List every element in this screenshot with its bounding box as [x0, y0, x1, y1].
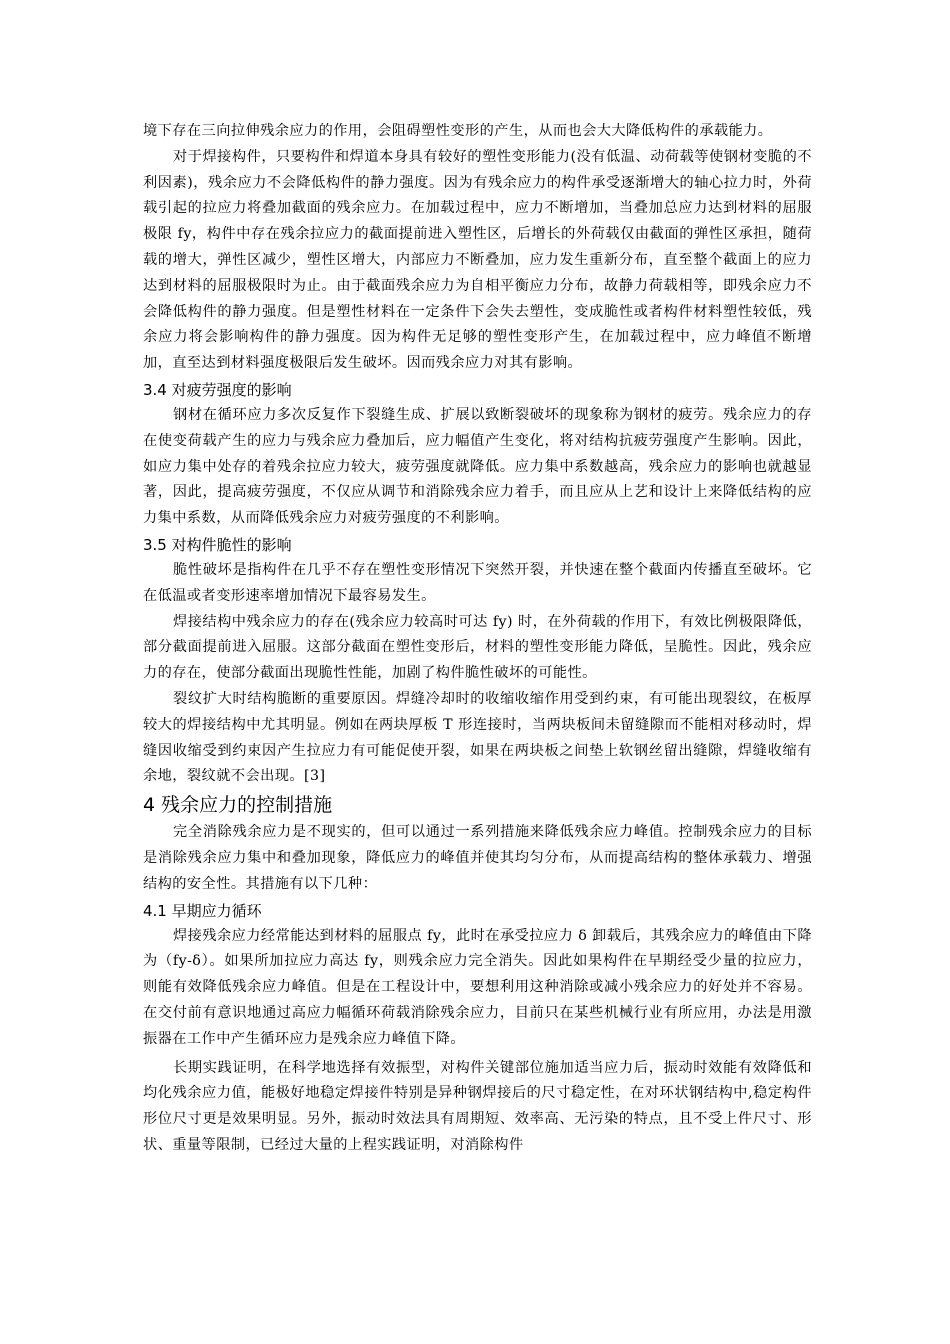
heading-4-1-early-stress-cycle: 4.1 早期应力循环 — [143, 901, 262, 920]
paragraph-fatigue: 钢材在循环应力多次反复作下裂缝生成、扩展以致断裂破坏的现象称为钢材的疲劳。残余应力的存在使变荷载产生的应力与残余应力叠加后，应力幅值产生变化，将对结构抗疲劳强度产生影响。因此，如应力集中处存的着残余拉应力较大，疲劳强度就降低。应力集中系数越高，残余应力的影响也就越显著，因此，提高疲劳强度，不仅应从调节和消除残余应力着手，而且应从上艺和设计上来降低结构的应力集中系数，从而降低残余应力对疲劳强度的不利影响。 — [143, 406, 812, 527]
paragraph-early-stress-cycle: 焊接残余应力经常能达到材料的屈服点 fy，此时在承受拉应力 δ 卸载后，其残余应力的峰值由下降为（fy-δ）。如果所加拉应力高达 fy，则残余应力完全消失。因此如果构件在早期经受少量的拉应力，则能有效降低残余应力峰值。但是在工程设计中，要想利用这种消除或减小残余应力的好处并不容易。在交付前有意识地通过高应力幅循环荷载消除残余应力，目前只在某些机械行业有所应用，办法是用激振器在工作中产生循环应力是残余应力峰值下降。 — [143, 927, 812, 1047]
heading-3-5-brittleness: 3.5 对构件脆性的影响 — [143, 535, 292, 554]
heading-3-4-fatigue-strength: 3.4 对疲劳强度的影响 — [143, 380, 292, 399]
paragraph-vibration-aging: 长期实践证明，在科学地选择有效振型，对构件关键部位施加适当应力后，振动时效能有效降低和均化残余应力值，能极好地稳定焊接件特别是异种钢焊接后的尺寸稳定性，在对环状钢结构中,稳定构件形位尺寸更是效果明显。另外，振动时效法具有周期短、效率高、无污染的特点，且不受上件尺寸、形状、重量等限制，已经过大量的上程实践证明，对消除构件 — [143, 1059, 812, 1153]
paragraph-crack-expansion: 裂纹扩大时结构脆断的重要原因。焊缝冷却时的收缩收缩作用受到约束，有可能出现裂纹，在板厚较大的焊接结构中尤其明显。例如在两块厚板 T 形连接时，当两块板间未留缝隙而不能相对移动时，焊缝因收缩受到约束因产生拉应力有可能促使开裂，如果在两块板之间垫上软钢丝留出缝隙，焊缝收缩有余地，裂纹就不会出现。[3] — [143, 690, 812, 785]
heading-4-control-measures: 4 残余应力的控制措施 — [143, 794, 333, 817]
paragraph-brittle-failure: 脆性破坏是指构件在几乎不存在塑性变形情况下突然开裂，并快速在整个截面内传播直至破坏。它在低温或者变形速率增加情况下最容易发生。 — [143, 561, 812, 604]
paragraph-static-strength: 对于焊接构件，只要构件和焊道本身具有较好的塑性变形能力(没有低温、动荷载等使钢材变脆的不利因素)，残余应力不会降低构件的静力强度。因为有残余应力的构件承受逐渐增大的轴心拉力时，外荷载引起的拉应力将叠加截面的残余应力。在加载过程中，应力不断增加，当叠加总应力达到材料的屈服极限 fy，构件中存在残余拉应力的截面提前进入塑性区，后增长的外荷载仅由截面的弹性区承担，随荷载的增大，弹性区减少，塑性区增大，内部应力不断叠加，应力发生重新分布，直至整个截面上的应力达到材料的屈服极限时为止。由于截面残余应力为自相平衡应力分布，故静力荷载相等，即残余应力不会降低构件的静力强度。但是塑性材料在一定条件下会失去塑性，变成脆性或者构件材料塑性较低，残余应力将会影响构件的静力强度。因为构件无足够的塑性变形产生，在加载过程中，应力峰值不断增加，直至达到材料强度极限后发生破坏。因而残余应力对其有影响。 — [143, 148, 812, 372]
paragraph-continuation: 境下存在三向拉伸残余应力的作用，会阻碍塑性变形的产生，从而也会大大降低构件的承载能力。 — [143, 123, 773, 139]
paragraph-control-intro: 完全消除残余应力是不现实的，但可以通过一系列措施来降低残余应力峰值。控制残余应力的目标是消除残余应力集中和叠加现象，降低应力的峰值并使其均匀分布，从而提高结构的整体承载力、增强结构的安全性。其措施有以下几种： — [143, 824, 812, 892]
paragraph-brittle-residual: 焊接结构中残余应力的存在(残余应力较高时可达 fy) 时，在外荷载的作用下，有效比例极限降低，部分截面提前进入屈服。这部分截面在塑性变形后，材料的塑性变形能力降低，呈脆性。因此，残余应力的存在，使部分截面出现脆性性能，加剧了构件脆性破坏的可能性。 — [143, 613, 812, 682]
